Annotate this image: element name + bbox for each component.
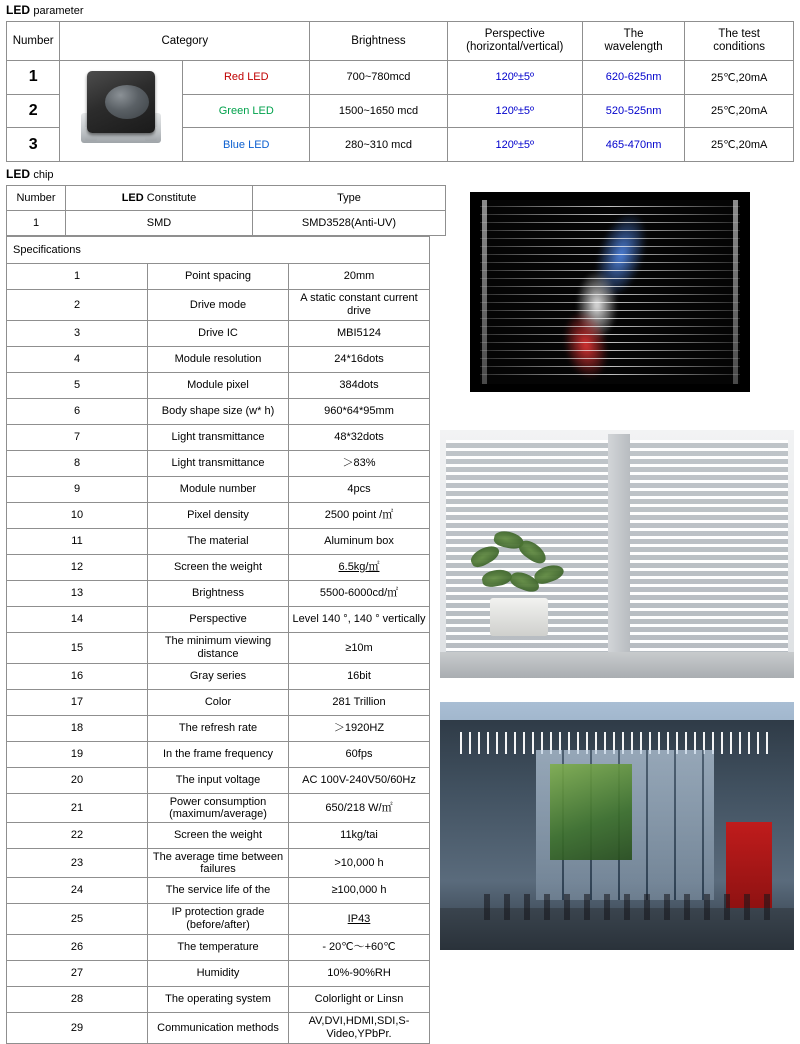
right-column <box>440 164 794 950</box>
header-brightness: Brightness <box>310 22 447 61</box>
photo-building-facade <box>440 702 794 950</box>
spec-value: 2500 point /㎡ <box>289 503 430 529</box>
chip-row-constitute: SMD <box>66 211 253 236</box>
header-test-conditions <box>685 22 794 61</box>
section-title-led-chip-sub: chip <box>33 169 54 181</box>
curtain-post-left <box>482 200 487 384</box>
left-column <box>6 164 436 1044</box>
table-row <box>7 373 430 399</box>
header-perspective-line1: Perspective <box>484 28 545 40</box>
lower-area <box>0 164 800 1044</box>
table-row <box>7 716 430 742</box>
spec-number: 27 <box>7 961 148 987</box>
category-blue-led: Blue LED <box>183 128 310 162</box>
spec-item: Color <box>148 690 289 716</box>
spec-value: 60fps <box>289 742 430 768</box>
spec-number: 9 <box>7 477 148 503</box>
specifications-title-row <box>7 237 430 264</box>
row-number: 3 <box>7 128 60 162</box>
spec-number: 7 <box>7 425 148 451</box>
row-number: 2 <box>7 94 60 128</box>
spec-value: 4pcs <box>289 477 430 503</box>
test-conditions-red: 25℃,20mA <box>685 61 794 95</box>
spec-item: The temperature <box>148 935 289 961</box>
spec-value: Aluminum box <box>289 529 430 555</box>
row-number: 1 <box>7 61 60 95</box>
wavelength-green: 520-525nm <box>582 94 684 128</box>
header-chip-number: Number <box>7 186 66 211</box>
spec-item: Light transmittance <box>148 425 289 451</box>
table-row <box>7 987 430 1013</box>
spec-item: Gray series <box>148 664 289 690</box>
spec-number: 1 <box>7 264 148 290</box>
category-green-led: Green LED <box>183 94 310 128</box>
spec-number: 19 <box>7 742 148 768</box>
spec-item: Humidity <box>148 961 289 987</box>
header-wavelength-line2: wavelength <box>604 41 663 53</box>
curtain-post-right <box>733 200 738 384</box>
spec-item: In the frame frequency <box>148 742 289 768</box>
table-row <box>7 742 430 768</box>
spec-number: 12 <box>7 555 148 581</box>
table-row <box>7 451 430 477</box>
test-conditions-blue: 25℃,20mA <box>685 128 794 162</box>
table-row <box>7 264 430 290</box>
table-row <box>7 1013 430 1044</box>
pedestrians <box>470 894 770 920</box>
spec-value: A static constant current drive <box>289 290 430 321</box>
spec-number: 2 <box>7 290 148 321</box>
spec-value: ＞83% <box>289 451 430 477</box>
section-title-led-chip <box>6 164 436 185</box>
spec-number: 18 <box>7 716 148 742</box>
spec-value: Level 140 °, 140 ° vertically <box>289 607 430 633</box>
table-row <box>7 849 430 878</box>
table-row <box>7 399 430 425</box>
spec-value: MBI5124 <box>289 321 430 347</box>
spec-value: 11kg/tai <box>289 823 430 849</box>
spec-number: 25 <box>7 904 148 935</box>
spec-item: The material <box>148 529 289 555</box>
brightness-blue: 280~310 mcd <box>310 128 447 162</box>
perspective-red: 120º±5º <box>447 61 582 95</box>
spec-number: 8 <box>7 451 148 477</box>
header-chip-constitute-rest: Constitute <box>143 192 197 204</box>
perspective-green: 120º±5º <box>447 94 582 128</box>
smd-led-icon <box>81 67 161 145</box>
spec-number: 23 <box>7 849 148 878</box>
spec-value: AC 100V-240V50/60Hz <box>289 768 430 794</box>
header-perspective-line2: (horizontal/vertical) <box>466 41 564 53</box>
wavelength-red: 620-625nm <box>582 61 684 95</box>
media-banner-green <box>550 764 632 860</box>
spec-item: The refresh rate <box>148 716 289 742</box>
spec-item: The input voltage <box>148 768 289 794</box>
spec-value: 960*64*95mm <box>289 399 430 425</box>
spec-value: AV,DVI,HDMI,SDI,S-Video,YPbPr. <box>289 1013 430 1044</box>
header-number: Number <box>7 22 60 61</box>
section-title-led-parameter <box>0 0 800 21</box>
screen-frame <box>608 434 630 662</box>
brightness-red: 700~780mcd <box>310 61 447 95</box>
section-title-led-parameter-main: LED <box>6 3 30 17</box>
table-row <box>7 290 430 321</box>
spec-number: 15 <box>7 633 148 664</box>
table-row <box>7 768 430 794</box>
spec-number: 5 <box>7 373 148 399</box>
header-chip-constitute-bold: LED <box>121 192 144 204</box>
smd-led-photo <box>60 61 183 162</box>
table-row <box>7 347 430 373</box>
smd-body <box>87 71 155 133</box>
spec-item: Module number <box>148 477 289 503</box>
table-row <box>7 211 446 236</box>
interior-floor <box>440 652 794 678</box>
table-header-row <box>7 186 446 211</box>
spec-number: 11 <box>7 529 148 555</box>
table-row <box>7 690 430 716</box>
spec-value: Colorlight or Linsn <box>289 987 430 1013</box>
spec-item: Screen the weight <box>148 823 289 849</box>
table-row <box>7 935 430 961</box>
wavelength-blue: 465-470nm <box>582 128 684 162</box>
table-row <box>7 555 430 581</box>
table-row <box>7 664 430 690</box>
led-parameter-table <box>6 21 794 162</box>
spec-number: 24 <box>7 878 148 904</box>
spec-value: 5500-6000cd/㎡ <box>289 581 430 607</box>
table-row <box>7 581 430 607</box>
spec-item: The service life of the <box>148 878 289 904</box>
header-test-line2: conditions <box>713 41 766 53</box>
spec-item: Power consumption (maximum/average) <box>148 794 289 823</box>
spec-item: The operating system <box>148 987 289 1013</box>
table-row <box>7 61 794 95</box>
perspective-blue: 120º±5º <box>447 128 582 162</box>
smd-lens <box>105 85 149 119</box>
section-title-led-chip-main: LED <box>6 167 30 181</box>
spec-item: Light transmittance <box>148 451 289 477</box>
table-header-row <box>7 22 794 61</box>
table-row <box>7 477 430 503</box>
spec-item: Perspective <box>148 607 289 633</box>
spec-item: Point spacing <box>148 264 289 290</box>
header-wavelength-line1: The <box>623 28 644 40</box>
led-curtain-render <box>480 200 740 384</box>
spec-number: 14 <box>7 607 148 633</box>
header-chip-constitute <box>66 186 253 211</box>
spec-number: 26 <box>7 935 148 961</box>
spec-value: 384dots <box>289 373 430 399</box>
header-category: Category <box>60 22 310 61</box>
header-wavelength <box>582 22 684 61</box>
table-row <box>7 794 430 823</box>
spec-value: >10,000 h <box>289 849 430 878</box>
table-row <box>7 503 430 529</box>
header-chip-type: Type <box>253 186 446 211</box>
table-row <box>7 904 430 935</box>
spec-value: 10%-90%RH <box>289 961 430 987</box>
spec-value: 281 Trillion <box>289 690 430 716</box>
plant-pot <box>490 598 548 636</box>
spec-value: ＞1920HZ <box>289 716 430 742</box>
spec-item: Pixel density <box>148 503 289 529</box>
spec-value: 6.5kg/㎡ <box>289 555 430 581</box>
spec-number: 10 <box>7 503 148 529</box>
spec-number: 16 <box>7 664 148 690</box>
spec-item: IP protection grade (before/after) <box>148 904 289 935</box>
led-photo-wrap <box>67 61 175 161</box>
spec-value: 20mm <box>289 264 430 290</box>
table-row <box>7 878 430 904</box>
table-row <box>7 321 430 347</box>
spec-item: Drive mode <box>148 290 289 321</box>
spec-number: 4 <box>7 347 148 373</box>
spec-value: - 20℃～+60℃ <box>289 935 430 961</box>
led-chip-table <box>6 185 446 236</box>
photo-led-window-interior <box>440 430 794 678</box>
table-row <box>7 529 430 555</box>
header-perspective <box>447 22 582 61</box>
spec-number: 22 <box>7 823 148 849</box>
spec-value: IP43 <box>289 904 430 935</box>
spec-item: Drive IC <box>148 321 289 347</box>
chip-row-number: 1 <box>7 211 66 236</box>
spec-value: 24*16dots <box>289 347 430 373</box>
category-red-led: Red LED <box>183 61 310 95</box>
spec-item: The average time between failures <box>148 849 289 878</box>
spec-number: 28 <box>7 987 148 1013</box>
spec-item: Module resolution <box>148 347 289 373</box>
spec-value: ≥100,000 h <box>289 878 430 904</box>
chip-row-type: SMD3528(Anti-UV) <box>253 211 446 236</box>
section-title-specifications: Specifications <box>7 237 430 264</box>
table-row <box>7 961 430 987</box>
brightness-green: 1500~1650 mcd <box>310 94 447 128</box>
spec-number: 20 <box>7 768 148 794</box>
spec-item: The minimum viewing distance <box>148 633 289 664</box>
spec-value: 650/218 W/㎡ <box>289 794 430 823</box>
table-row <box>7 425 430 451</box>
photo-led-curtain <box>470 192 750 392</box>
spec-number: 17 <box>7 690 148 716</box>
header-test-line1: The test <box>718 28 760 40</box>
spec-value: ≥10m <box>289 633 430 664</box>
spec-item: Screen the weight <box>148 555 289 581</box>
table-row <box>7 823 430 849</box>
spec-item: Brightness <box>148 581 289 607</box>
plant <box>464 526 574 636</box>
table-row <box>7 633 430 664</box>
spec-number: 29 <box>7 1013 148 1044</box>
section-title-led-parameter-sub: parameter <box>33 5 84 17</box>
spec-item: Communication methods <box>148 1013 289 1044</box>
specifications-table <box>6 236 430 1044</box>
test-conditions-green: 25℃,20mA <box>685 94 794 128</box>
spec-number: 6 <box>7 399 148 425</box>
spec-value: 16bit <box>289 664 430 690</box>
table-row <box>7 607 430 633</box>
spec-item: Module pixel <box>148 373 289 399</box>
spec-number: 21 <box>7 794 148 823</box>
spec-number: 13 <box>7 581 148 607</box>
spec-number: 3 <box>7 321 148 347</box>
spec-value: 48*32dots <box>289 425 430 451</box>
spec-item: Body shape size (w* h) <box>148 399 289 425</box>
